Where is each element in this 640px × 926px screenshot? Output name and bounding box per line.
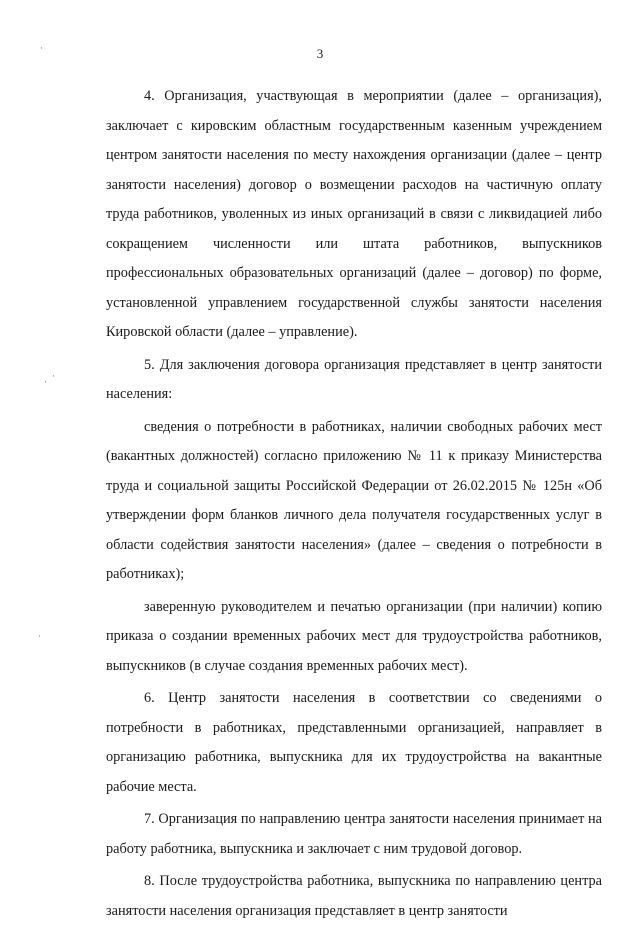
paragraph-8: 8. После трудоустройства работника, выпускника по направлению центра занятости населения организация представляет в центр занятости [106,873,602,919]
document-body [106,82,602,926]
paragraph-5: 5. Для заключения договора организация представляет в центр занятости населения: [106,356,602,402]
paragraph-7: 7. Организация по направлению центра занятости населения принимает на работу работника, выпускника и заключает с ним трудовой договор. [106,811,602,857]
paragraph-5-item-1: сведения о потребности в работниках, наличии свободных рабочих мест (вакантных должностей) согласно приложению № 11 к приказу Министерства труда и социальной защиты Российской Федерации от 26.02.2015 № 125н «Об утверждении форм бланков личного дела получателя государственных услуг в области содействия занятости населения» (далее – сведения о потребности в работниках); [106,418,602,582]
page-number: 3 [316,46,324,61]
scan-mark: · [44,378,47,388]
paragraph-6: 6. Центр занятости населения в соответствии со сведениями о потребности в работниках, представленными организацией, направляет в организацию работника, выпускника для их трудоустройства на вакантные рабочие места. [106,690,602,795]
scan-mark: · [38,632,41,642]
paragraph-5-item-2: заверенную руководителем и печатью организации (при наличии) копию приказа о создании временных рабочих мест для трудоустройства работников, выпускников (в случае создания временных рабочих мест). [106,598,602,674]
scan-mark: · [52,372,55,382]
paragraph-4: 4. Организация, участвующая в мероприятии (далее – организация), заключает с кировским областным государственным казенным учреждением центром занятости населения по месту нахождения организации (далее – центр занятости населения) договор о возмещении расходов на частичную оплату труда работников, уволенных из иных организаций в связи с ликвидацией либо сокращением численности или штата работников, выпускников профессиональных образовательных организаций (далее – договор) по форме, установленной управлением государственной службы занятости населения Кировской области (далее – управление). [106,88,602,340]
scan-mark: · [40,44,43,54]
